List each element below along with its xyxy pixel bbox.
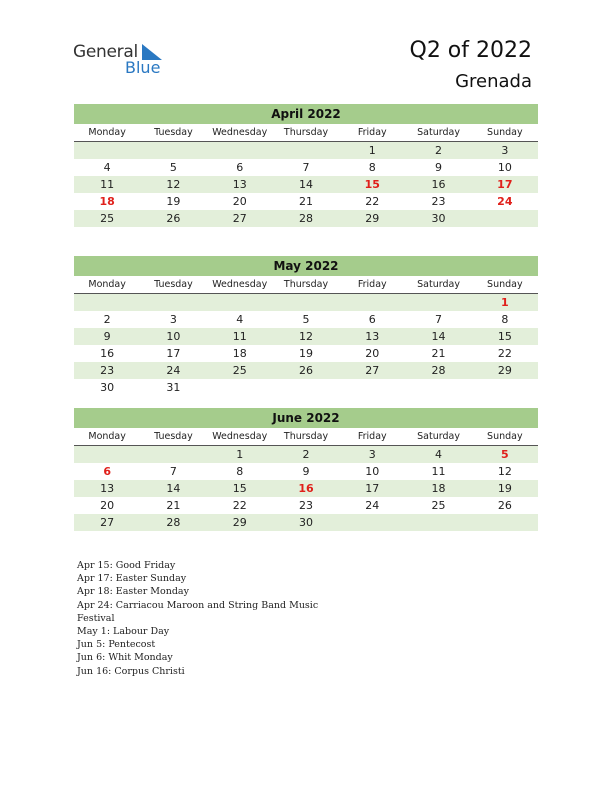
day-cell: 21 [166,499,181,512]
month-title: May 2022 [74,256,538,276]
day-cell: 23 [298,499,313,512]
month-april [74,104,538,227]
weekday-label: Monday [88,127,126,138]
day-cell: 17 [365,482,380,495]
day-cell: 10 [497,161,512,174]
day-cell: 19 [497,482,512,495]
day-cell: 3 [501,144,509,157]
day-cell: 3 [368,448,376,461]
day-cell: 30 [431,212,446,225]
day-cell: 8 [368,161,376,174]
day-cell: 24 [166,364,181,377]
month-title: June 2022 [74,408,538,428]
day-cell: 28 [431,364,446,377]
day-cell: 15 [364,178,380,191]
day-cell [74,294,140,311]
day-cell: 25 [232,364,247,377]
day-cell: 16 [100,347,115,360]
day-cell [273,379,339,396]
day-cell: 30 [298,516,313,529]
day-cell: 3 [169,313,177,326]
day-cell: 30 [100,381,115,394]
day-cell: 7 [169,465,177,478]
day-cell: 18 [232,347,247,360]
weekday-label: Thursday [283,431,329,442]
weekday-label: Sunday [487,279,523,290]
weekday-label: Monday [88,431,126,442]
day-cell: 27 [232,212,247,225]
day-cell: 15 [497,330,512,343]
week-row [74,514,538,531]
day-cell: 20 [232,195,247,208]
day-cell: 26 [166,212,181,225]
weekday-label: Saturday [417,431,460,442]
day-cell [472,210,538,227]
week-row [74,480,538,497]
day-cell: 10 [166,330,181,343]
day-cell: 13 [100,482,115,495]
day-cell: 2 [435,144,443,157]
holiday-note: Festival [77,612,115,624]
day-cell: 18 [431,482,446,495]
holiday-note: Apr 17: Easter Sunday [77,573,187,585]
day-cell: 16 [431,178,446,191]
week-row [74,210,538,227]
day-cell: 8 [236,465,244,478]
month-june [74,408,538,531]
day-cell: 14 [298,178,313,191]
day-cell: 21 [431,347,446,360]
week-row [74,294,538,311]
week-rows [74,294,538,396]
day-cell: 29 [232,516,247,529]
week-row [74,311,538,328]
week-rows [74,142,538,227]
day-cell: 11 [431,465,446,478]
day-cell: 16 [298,482,314,495]
day-cell: 9 [103,330,111,343]
week-rows [74,446,538,531]
day-cell: 6 [236,161,244,174]
holiday-note: Jun 16: Corpus Christi [77,665,185,677]
holiday-note: Jun 6: Whit Monday [77,652,173,664]
day-cell: 1 [501,296,509,309]
day-cell: 11 [232,330,247,343]
day-cell: 13 [365,330,380,343]
day-cell: 20 [100,499,115,512]
day-cell [405,379,471,396]
weekday-label: Friday [357,431,387,442]
day-cell: 23 [431,195,446,208]
day-cell: 19 [298,347,313,360]
day-cell [472,514,538,531]
day-cell [140,142,206,159]
weekday-label: Saturday [417,127,460,138]
day-cell: 2 [302,448,310,461]
day-cell: 5 [169,161,177,174]
weekday-label: Wednesday [212,279,268,290]
day-cell: 8 [501,313,509,326]
day-cell: 11 [100,178,115,191]
day-cell: 14 [431,330,446,343]
weekday-label: Tuesday [154,431,193,442]
week-row [74,193,538,210]
weekday-label: Thursday [283,127,329,138]
weekday-label: Tuesday [154,127,193,138]
day-cell [339,294,405,311]
day-cell: 19 [166,195,181,208]
month-may [74,256,538,396]
day-cell: 2 [103,313,111,326]
week-row [74,159,538,176]
day-cell: 6 [103,465,111,478]
day-cell: 24 [497,195,513,208]
day-cell: 12 [497,465,512,478]
day-cell: 1 [236,448,244,461]
week-row [74,328,538,345]
day-cell: 31 [166,381,181,394]
weekday-label: Wednesday [212,127,268,138]
week-row [74,497,538,514]
day-cell: 4 [435,448,443,461]
country-name: Grenada [455,71,532,92]
weekday-label: Wednesday [212,431,268,442]
day-cell: 25 [100,212,115,225]
day-cell: 22 [232,499,247,512]
day-cell: 24 [365,499,380,512]
weekday-header-row [74,124,538,142]
holiday-note: Apr 24: Carriacou Maroon and String Band Music [77,599,319,611]
day-cell [405,514,471,531]
logo-word-blue: Blue [125,58,161,77]
weekday-label: Saturday [417,279,460,290]
holiday-notes [77,559,337,678]
day-cell: 12 [298,330,313,343]
day-cell: 5 [302,313,310,326]
day-cell: 12 [166,178,181,191]
weekday-label: Sunday [487,127,523,138]
logo-word-general: General [73,42,138,62]
day-cell: 6 [368,313,376,326]
month-title: April 2022 [74,104,538,124]
day-cell: 26 [497,499,512,512]
day-cell: 4 [236,313,244,326]
generalblue-logo [73,42,173,78]
week-row [74,463,538,480]
weekday-label: Thursday [283,279,329,290]
day-cell [140,446,206,463]
weekday-label: Sunday [487,431,523,442]
day-cell: 17 [497,178,513,191]
day-cell: 25 [431,499,446,512]
day-cell: 28 [166,516,181,529]
day-cell: 22 [365,195,380,208]
day-cell [207,142,273,159]
weekday-label: Monday [88,279,126,290]
day-cell: 20 [365,347,380,360]
day-cell: 23 [100,364,115,377]
week-row [74,142,538,159]
day-cell: 28 [298,212,313,225]
day-cell: 27 [365,364,380,377]
week-row [74,379,538,396]
day-cell: 27 [100,516,115,529]
day-cell [472,379,538,396]
holiday-note: May 1: Labour Day [77,626,170,638]
day-cell [140,294,206,311]
day-cell: 7 [302,161,310,174]
day-cell: 4 [103,161,111,174]
weekday-label: Friday [357,279,387,290]
holiday-note: Apr 18: Easter Monday [77,586,189,598]
weekday-header-row [74,276,538,294]
day-cell: 7 [435,313,443,326]
day-cell: 21 [298,195,313,208]
day-cell [339,379,405,396]
day-cell: 1 [368,144,376,157]
day-cell: 29 [365,212,380,225]
day-cell: 17 [166,347,181,360]
day-cell [207,379,273,396]
page-title: Q2 of 2022 [409,38,532,63]
day-cell [273,142,339,159]
day-cell [405,294,471,311]
holiday-note: Jun 5: Pentecost [77,639,156,651]
day-cell: 10 [365,465,380,478]
day-cell: 5 [501,448,509,461]
day-cell: 26 [298,364,313,377]
day-cell: 15 [232,482,247,495]
day-cell: 9 [435,161,443,174]
day-cell: 29 [497,364,512,377]
day-cell: 22 [497,347,512,360]
weekday-label: Friday [357,127,387,138]
week-row [74,362,538,379]
weekday-header-row [74,428,538,446]
week-row [74,176,538,193]
day-cell [339,514,405,531]
week-row [74,345,538,362]
day-cell: 9 [302,465,310,478]
day-cell [273,294,339,311]
day-cell [74,446,140,463]
day-cell: 14 [166,482,181,495]
day-cell [74,142,140,159]
holiday-note: Apr 15: Good Friday [77,560,176,571]
day-cell: 13 [232,178,247,191]
week-row [74,446,538,463]
weekday-label: Tuesday [154,279,193,290]
day-cell: 18 [99,195,115,208]
day-cell [207,294,273,311]
